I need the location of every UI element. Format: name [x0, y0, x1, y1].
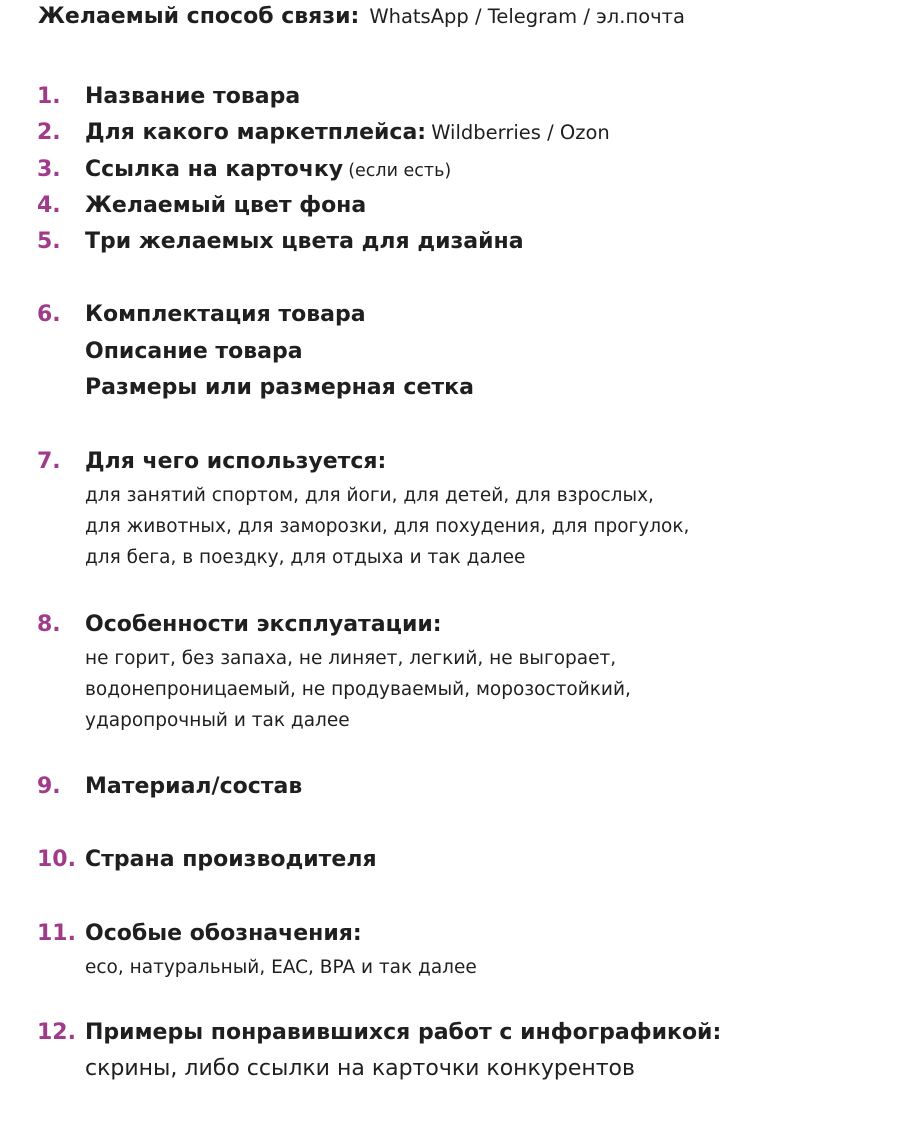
list-item — [85, 302, 366, 327]
item-detail: для бега, в поездку, для отдыха и так далее — [85, 547, 526, 568]
item-detail: для животных, для заморозки, для похудения, для прогулок, — [85, 516, 690, 537]
item-detail: eco, натуральный, EAC, BPA и так далее — [85, 957, 477, 978]
item-number: 12. — [37, 1020, 76, 1045]
item-title: Название товара — [85, 84, 301, 109]
contact-method-label: Желаемый способ связи: — [38, 4, 360, 29]
list-item — [85, 774, 302, 799]
item-number: 1. — [37, 84, 61, 109]
item-detail: скрины, либо ссылки на карточки конкурентов — [85, 1056, 635, 1081]
item-number: 6. — [37, 302, 61, 327]
item-detail: водонепроницаемый, не продуваемый, морозостойкий, — [85, 679, 631, 700]
item-title: Для чего используется: — [85, 449, 387, 474]
list-item — [85, 847, 377, 872]
item-number: 11. — [37, 921, 76, 946]
item-number: 10. — [37, 847, 76, 872]
item-title: Страна производителя — [85, 847, 377, 872]
item-number: 8. — [37, 612, 61, 637]
contact-method-value: WhatsApp / Telegram / эл.почта — [369, 5, 685, 28]
item-title: Три желаемых цвета для дизайна — [85, 229, 524, 254]
list-item — [85, 921, 362, 946]
item-detail: для занятий спортом, для йоги, для детей, для взрослых, — [85, 485, 654, 506]
item-number: 7. — [37, 449, 61, 474]
contact-method — [38, 4, 685, 29]
item-title: Примеры понравившихся работ с инфографикой: — [85, 1020, 722, 1045]
item-title: Для какого маркетплейса: — [85, 120, 427, 145]
item-extra: (если есть) — [348, 161, 452, 181]
item-title: Ссылка на карточку — [85, 157, 344, 182]
list-item — [85, 612, 442, 637]
list-item — [85, 229, 524, 254]
item-detail: ударопрочный и так далее — [85, 710, 350, 731]
item-title: Желаемый цвет фона — [85, 193, 367, 218]
item-number: 5. — [37, 229, 61, 254]
list-item — [85, 1020, 721, 1045]
list-item — [85, 157, 451, 182]
list-item — [85, 193, 366, 218]
item-number: 4. — [37, 193, 61, 218]
item-subtitle: Описание товара — [85, 339, 303, 364]
item-extra: Wildberries / Ozon — [431, 121, 610, 144]
item-subtitle: Размеры или размерная сетка — [85, 375, 474, 400]
list-item — [85, 449, 386, 474]
item-title: Материал/состав — [85, 774, 303, 799]
list-item — [85, 120, 610, 145]
item-number: 3. — [37, 157, 61, 182]
list-item — [85, 84, 300, 109]
item-title: Особенности эксплуатации: — [85, 612, 442, 637]
item-detail: не горит, без запаха, не линяет, легкий, не выгорает, — [85, 648, 617, 669]
item-number: 2. — [37, 120, 61, 145]
item-title: Комплектация товара — [85, 302, 366, 327]
item-number: 9. — [37, 774, 61, 799]
item-title: Особые обозначения: — [85, 921, 362, 946]
